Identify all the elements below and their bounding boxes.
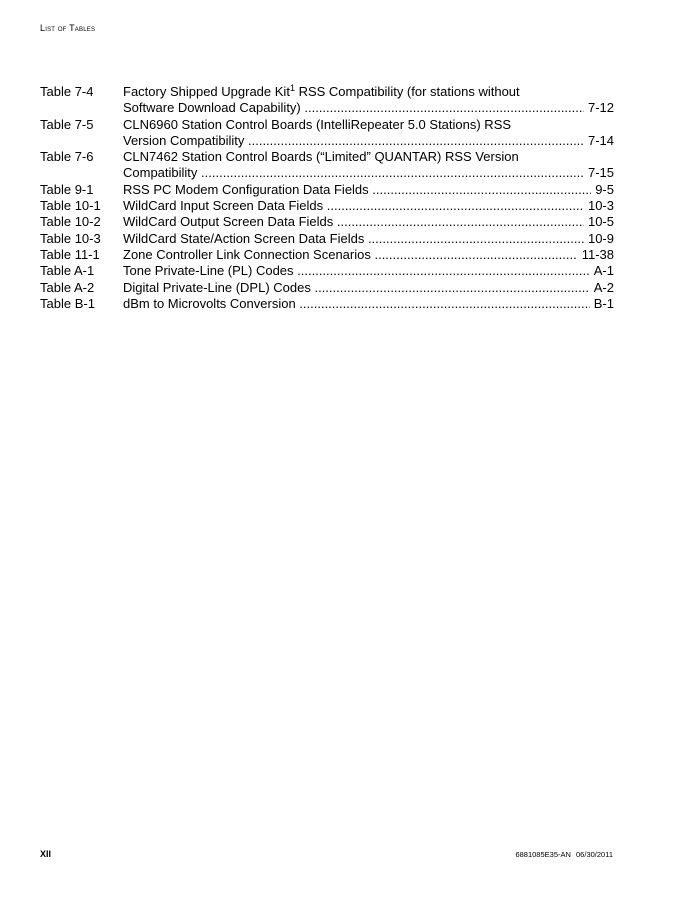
- entry-title-line1: CLN6960 Station Control Boards (IntelliRepeater 5.0 Stations) RSS: [123, 116, 512, 132]
- entry-title: WildCard State/Action Screen Data Fields .....: [123, 231, 584, 247]
- toc-entry[interactable]: [40, 263, 614, 279]
- toc-entry[interactable]: [40, 280, 614, 296]
- page-number: 10-3: [587, 198, 614, 214]
- document-date: 06/30/2011: [576, 850, 613, 859]
- toc-entry[interactable]: [40, 231, 614, 247]
- toc-entry[interactable]: [40, 84, 614, 117]
- page-number: A-2: [593, 279, 614, 295]
- toc-entry[interactable]: [40, 247, 614, 263]
- entry-title: WildCard Input Screen Data Fields .....: [123, 198, 584, 214]
- table-label: Table 10-2: [40, 214, 101, 230]
- toc-entry[interactable]: [40, 214, 614, 230]
- table-label: Table B-1: [40, 295, 95, 311]
- entry-title: Compatibility .....: [123, 165, 584, 181]
- table-label: Table A-2: [40, 279, 95, 295]
- footnote-marker: 1: [289, 83, 295, 93]
- table-label: Table 9-1: [40, 181, 94, 197]
- toc-entry[interactable]: [40, 117, 614, 150]
- footer-doc-info: [515, 850, 613, 859]
- page-number: 7-15: [587, 165, 614, 181]
- table-label: Table 7-6: [40, 149, 94, 165]
- list-of-tables: [40, 84, 614, 312]
- page-number: 7-12: [587, 100, 614, 116]
- page-number: 11-38: [581, 246, 614, 262]
- page-number: B-1: [593, 295, 614, 311]
- entry-title-line1: Factory Shipped Upgrade Kit$^1$ RSS Compatibility (for stations without: [123, 83, 520, 99]
- page-number: 9-5: [595, 181, 614, 197]
- entry-title: Digital Private-Line (DPL) Codes .....: [123, 280, 590, 296]
- page-number: 10-5: [587, 214, 614, 230]
- entry-title: RSS PC Modem Configuration Data Fields .....: [123, 182, 591, 198]
- toc-entry[interactable]: [40, 198, 614, 214]
- entry-title: Software Download Capability) .....: [123, 100, 584, 116]
- footer-page-number: XII: [40, 849, 52, 859]
- entry-title: Zone Controller Link Connection Scenarios .....: [123, 247, 578, 263]
- document-number: 6881085E35-AN: [515, 850, 571, 859]
- table-label: Table 10-3: [40, 230, 101, 246]
- entry-title: WildCard Output Screen Data Fields .....: [123, 214, 584, 230]
- table-label: Table 10-1: [40, 198, 101, 214]
- table-label: Table 7-5: [40, 116, 94, 132]
- page-number: 10-9: [587, 230, 614, 246]
- entry-title: dBm to Microvolts Conversion .....: [123, 296, 590, 312]
- page-number: 7-14: [587, 132, 614, 148]
- table-label: Table 7-4: [40, 84, 94, 99]
- entry-title-line1: CLN7462 Station Control Boards (“Limited” QUANTAR) RSS Version: [123, 149, 519, 165]
- running-header: List of Tables: [40, 23, 96, 33]
- toc-entry[interactable]: [40, 296, 614, 312]
- entry-title: Tone Private-Line (PL) Codes .....: [123, 263, 590, 279]
- entry-title: Version Compatibility .....: [123, 133, 584, 149]
- toc-entry[interactable]: [40, 182, 614, 198]
- table-label: Table A-1: [40, 263, 95, 279]
- page-number: A-1: [593, 263, 614, 279]
- table-label: Table 11-1: [40, 246, 100, 262]
- toc-entry[interactable]: [40, 149, 614, 182]
